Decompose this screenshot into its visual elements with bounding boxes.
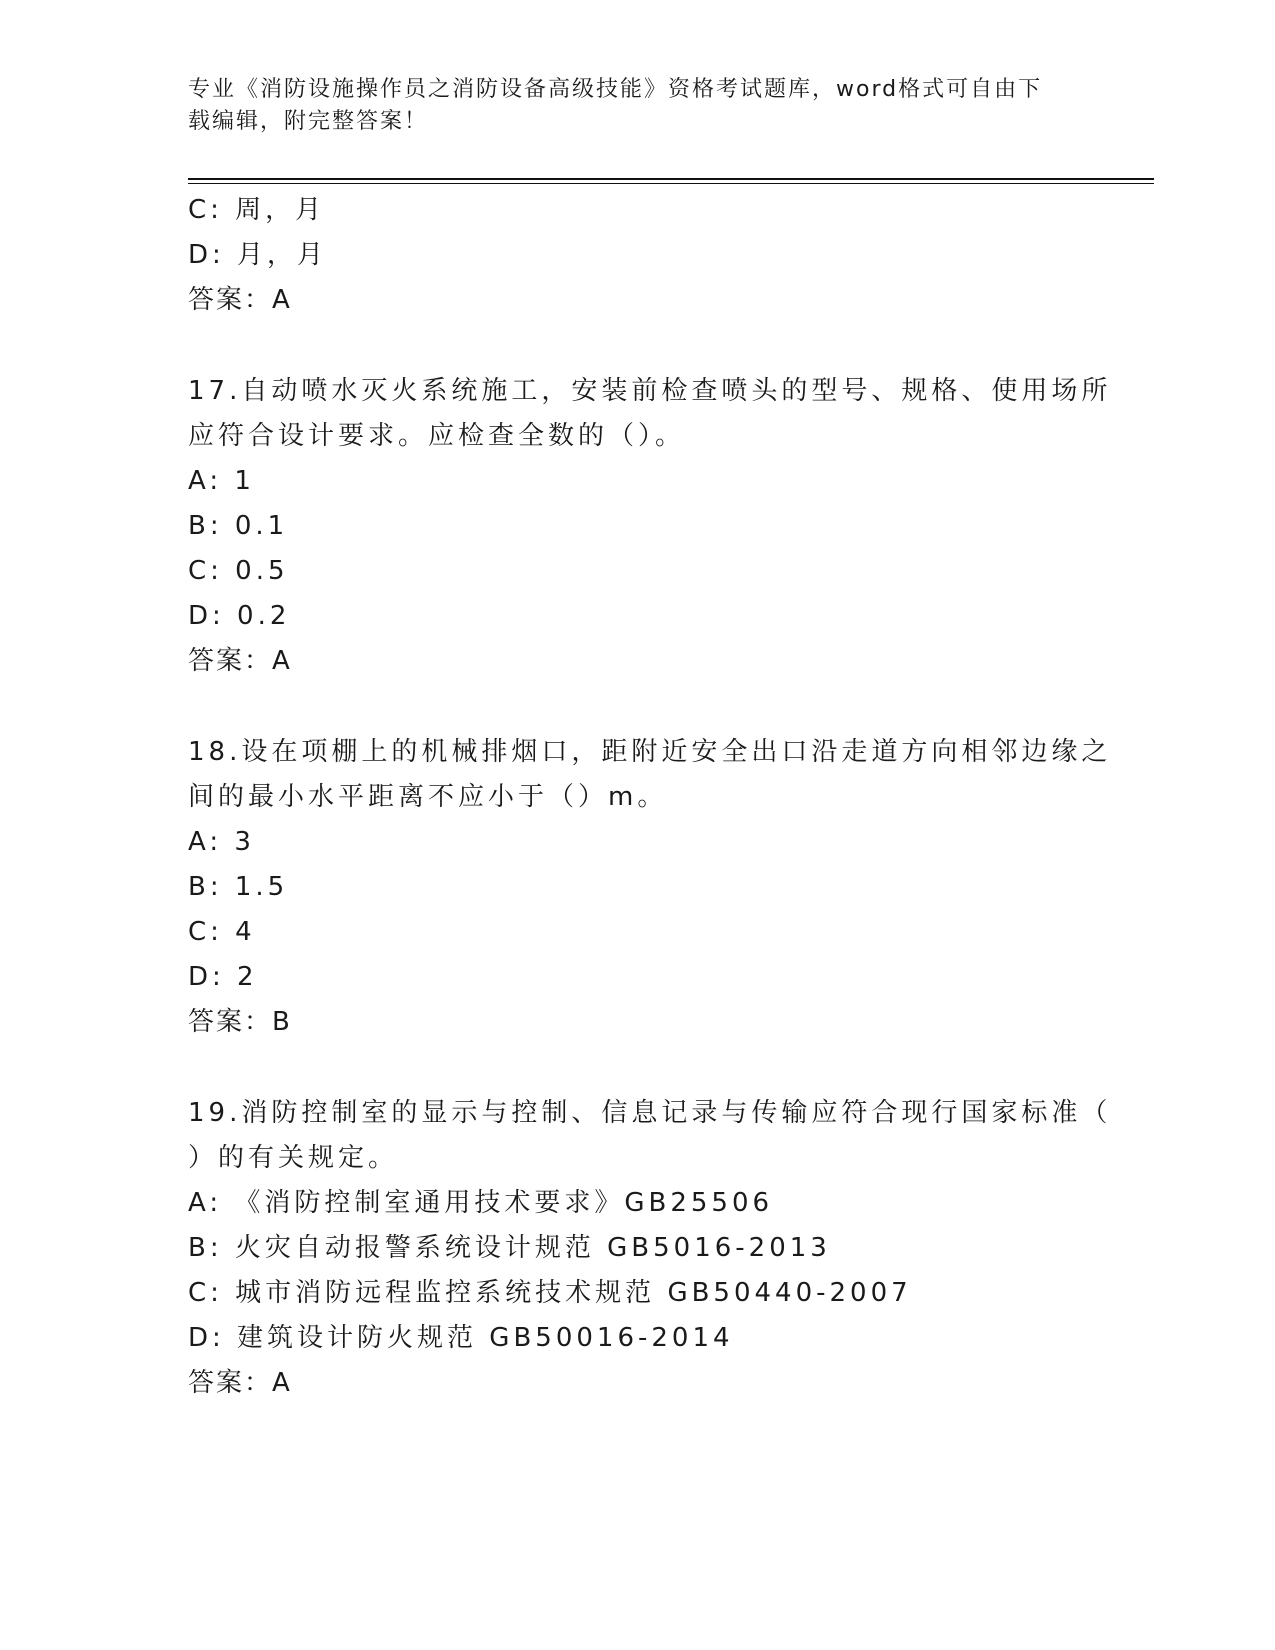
q18-stem-line-2: 间的最小水平距离不应小于（）m。 xyxy=(188,782,668,812)
prev-option-c: C: 周，月 xyxy=(188,195,326,225)
q19-option-c: C: 城市消防远程监控系统技术规范 GB50440-2007 xyxy=(188,1278,912,1308)
q18-option-a: A: 3 xyxy=(188,827,255,857)
q17-option-d: D: 0.2 xyxy=(188,601,291,631)
q17-stem-line-2: 应符合设计要求。应检查全数的（）。 xyxy=(188,421,686,451)
header-divider-thin xyxy=(188,183,1154,184)
q17-stem-line-1: 17.自动喷水灭火系统施工，安装前检查喷头的型号、规格、使用场所 xyxy=(188,376,1112,406)
q17-option-b: B: 0.1 xyxy=(188,511,289,541)
prev-option-d: D: 月，月 xyxy=(188,240,328,270)
prev-answer: 答案：A xyxy=(188,285,292,315)
q19-option-b: B: 火灾自动报警系统设计规范 GB5016-2013 xyxy=(188,1233,831,1263)
q17-option-a: A: 1 xyxy=(188,466,255,496)
q19-option-d: D: 建筑设计防火规范 GB50016-2014 xyxy=(188,1323,734,1353)
q19-answer: 答案：A xyxy=(188,1368,292,1398)
q19-stem-line-1: 19.消防控制室的显示与控制、信息记录与传输应符合现行国家标准（ xyxy=(188,1098,1112,1128)
q17-answer: 答案：A xyxy=(188,646,292,676)
q18-option-c: C: 4 xyxy=(188,917,256,947)
q18-option-b: B: 1.5 xyxy=(188,872,289,902)
q18-option-d: D: 2 xyxy=(188,962,258,992)
q19-option-a: A: 《消防控制室通用技术要求》GB25506 xyxy=(188,1188,774,1218)
q19-stem-line-2: ）的有关规定。 xyxy=(188,1143,399,1173)
header-line-1: 专业《消防设施操作员之消防设备高级技能》资格考试题库，word格式可自由下 xyxy=(188,77,1043,102)
q18-answer: 答案：B xyxy=(188,1007,292,1037)
q17-option-c: C: 0.5 xyxy=(188,556,289,586)
page-header xyxy=(188,74,1068,138)
q18-stem-line-1: 18.设在项棚上的机械排烟口，距附近安全出口沿走道方向相邻边缘之 xyxy=(188,737,1112,767)
header-line-2: 载编辑，附完整答案！ xyxy=(188,109,429,134)
header-divider-thick xyxy=(188,178,1154,180)
